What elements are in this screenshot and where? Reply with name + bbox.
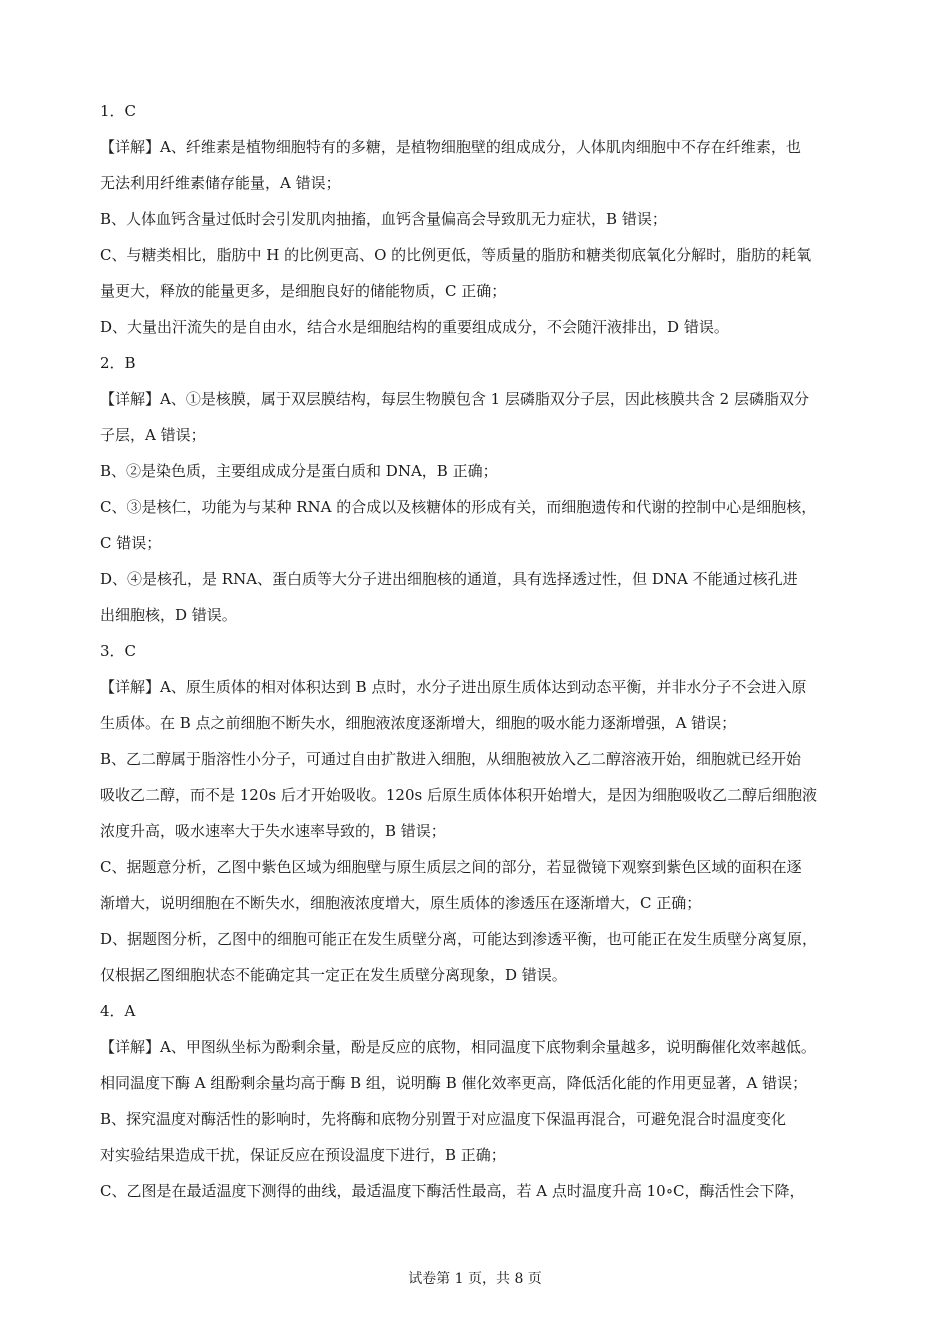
explanation-line: 仅根据乙图细胞状态不能确定其一定正在发生质壁分离现象，D 错误。 <box>100 966 567 984</box>
explanation-line: D、大量出汗流失的是自由水，结合水是细胞结构的重要组成成分，不会随汗液排出，D 错误。 <box>100 318 729 336</box>
explanation-line: 相同温度下酶 A 组酚剩余量均高于酶 B 组，说明酶 B 催化效率更高，降低活化能的作用更显著，A 错误； <box>100 1074 808 1092</box>
question-number: 3．C <box>100 642 137 660</box>
explanation-line: 【详解】A、①是核膜，属于双层膜结构，每层生物膜包含 1 层磷脂双分子层，因此核膜共含 2 层磷脂双分 <box>100 390 809 408</box>
explanation-line: 无法利用纤维素储存能量，A 错误； <box>100 174 341 192</box>
answer-item <box>100 993 855 1209</box>
question-number: 1．C <box>100 102 137 120</box>
explanation-line: C、③是核仁，功能为与某种 RNA 的合成以及核糖体的形成有关，而细胞遗传和代谢的控制中心是细胞核， <box>100 498 817 516</box>
explanation-line: 量更大，释放的能量更多，是细胞良好的储能物质，C 正确； <box>100 282 507 300</box>
explanation-line: D、据题图分析，乙图中的细胞可能正在发生质壁分离，可能达到渗透平衡，也可能正在发生质壁分离复原， <box>100 930 818 948</box>
explanation-line: 【详解】A、原生质体的相对体积达到 B 点时，水分子进出原生质体达到动态平衡，并非水分子不会进入原 <box>100 678 807 696</box>
explanation-line: 渐增大，说明细胞在不断失水，细胞液浓度增大，原生质体的渗透压在逐渐增大，C 正确； <box>100 894 702 912</box>
explanation-line: C、乙图是在最适温度下测得的曲线，最适温度下酶活性最高，若 A 点时温度升高 10∘C，酶活性会下降， <box>100 1182 805 1200</box>
explanation-line: 浓度升高，吸水速率大于失水速率导致的，B 错误； <box>100 822 446 840</box>
explanation-line: 吸收乙二醇，而不是 120s 后才开始吸收。120s 后原生质体体积开始增大，是因为细胞吸收乙二醇后细胞液 <box>100 786 817 804</box>
explanation-line: 【详解】A、甲图纵坐标为酚剩余量，酚是反应的底物，相同温度下底物剩余量越多，说明酶催化效率越低。 <box>100 1038 816 1056</box>
explanation-line: B、乙二醇属于脂溶性小分子，可通过自由扩散进入细胞，从细胞被放入乙二醇溶液开始，细胞就已经开始 <box>100 750 802 768</box>
explanation-line: B、人体血钙含量过低时会引发肌肉抽搐，血钙含量偏高会导致肌无力症状，B 错误； <box>100 210 667 228</box>
explanation-line: 对实验结果造成干扰，保证反应在预设温度下进行，B 正确； <box>100 1146 506 1164</box>
explanation-line: 子层，A 错误； <box>100 426 206 444</box>
answer-item <box>100 345 855 633</box>
explanation-line: D、④是核孔，是 RNA、蛋白质等大分子进出细胞核的通道，具有选择透过性，但 DNA 不能通过核孔进 <box>100 570 798 588</box>
explanation-line: C、据题意分析，乙图中紫色区域为细胞壁与原生质层之间的部分，若显微镜下观察到紫色区域的面积在逐 <box>100 858 802 876</box>
page-footer: 试卷第 1 页，共 8 页 <box>408 1271 542 1287</box>
answer-item <box>100 93 855 345</box>
question-number: 2．B <box>100 354 136 372</box>
explanation-line: 【详解】A、纤维素是植物细胞特有的多糖，是植物细胞壁的组成成分，人体肌肉细胞中不存在纤维素，也 <box>100 138 801 156</box>
explanation-line: 生质体。在 B 点之前细胞不断失水，细胞液浓度逐渐增大，细胞的吸水能力逐渐增强，A 错误； <box>100 714 737 732</box>
explanation-line: B、②是染色质，主要组成成分是蛋白质和 DNA，B 正确； <box>100 462 498 480</box>
explanation-line: C、与糖类相比，脂肪中 H 的比例更高、O 的比例更低，等质量的脂肪和糖类彻底氧化分解时，脂肪的耗氧 <box>100 246 812 264</box>
explanation-line: B、探究温度对酶活性的影响时，先将酶和底物分别置于对应温度下保温再混合，可避免混合时温度变化 <box>100 1110 787 1128</box>
explanation-line: C 错误； <box>100 534 162 552</box>
answer-item <box>100 633 855 993</box>
explanation-line: 出细胞核，D 错误。 <box>100 606 237 624</box>
answer-content <box>100 93 855 1209</box>
question-number: 4．A <box>100 1002 136 1020</box>
